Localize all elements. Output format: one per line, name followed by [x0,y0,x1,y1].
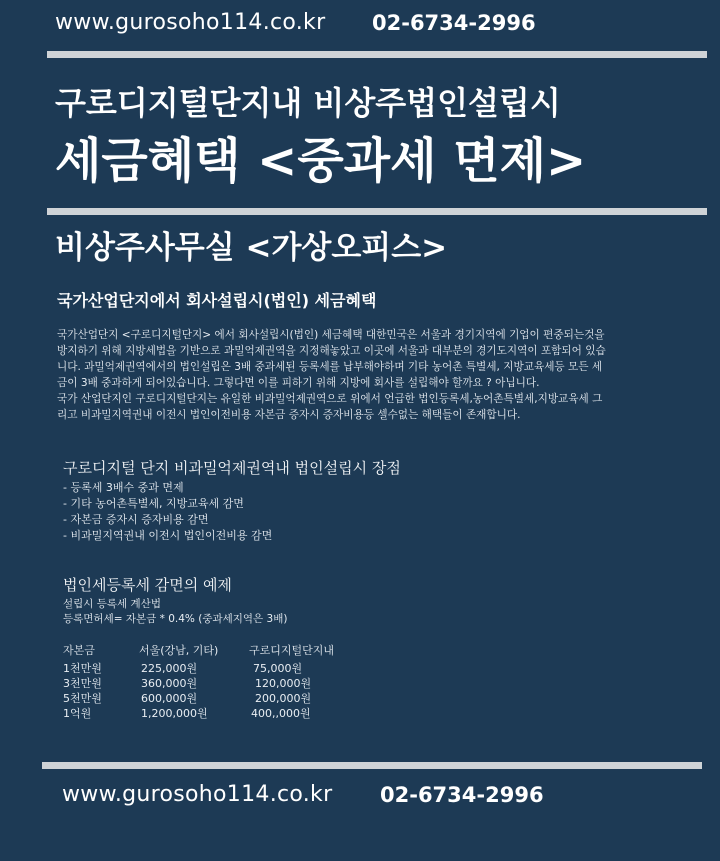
table-header-cell: 자본금 [63,644,95,657]
table-cell: 5천만원 [63,692,102,705]
table-cell: 600,000원 [141,692,198,705]
table-cell: 360,000원 [141,677,198,690]
paragraph-line: 국가산업단지 <구로디지털단지> 에서 회사설립시(법인) 세금혜택 대한민국은 서울과 경기지역에 기업이 편중되는것을 [57,329,605,341]
title-line-1: 구로디지털단지내 비상주법인설립시 [55,84,561,122]
table-row [63,676,383,691]
paragraph-line: 국가 산업단지인 구로디지털단지는 유일한 비과밀억제권역으로 위에서 언급한 법인등록세,농어촌특별세,지방교육세 그 [57,393,603,405]
advantages-title: 구로디지털 단지 비과밀억제권역내 법인설립시 장점 [63,459,401,477]
table-cell: 200,000원 [255,692,312,705]
table-cell: 3천만원 [63,677,102,690]
table-header-cell: 서울(강남, 기타) [139,644,219,657]
table-cell: 75,000원 [253,662,303,675]
advantage-item: - 기타 농어촌특별세, 지방교육세 감면 [63,497,244,510]
table-cell: 1억원 [63,707,92,720]
table-cell: 1,200,000원 [141,707,208,720]
advantage-item: - 비과밀지역권내 이전시 법인이전비용 감면 [63,529,273,542]
title-line-2: 세금혜택 <중과세 면제> [55,133,587,189]
bottom-divider [42,762,702,769]
intro-paragraph [57,327,707,423]
example-line-2: 등록면허세= 자본금 * 0.4% (중과세지역은 3배) [63,613,288,625]
example-line-1: 설립시 등록세 계산법 [63,598,161,610]
header-website: www.gurosoho114.co.kr [55,10,326,35]
table-header-row [63,643,383,658]
table-row [63,661,383,676]
example-title: 법인세등록세 감면의 예제 [63,576,232,594]
subheading: 국가산업단지에서 회사설립시(법인) 세금혜택 [57,291,377,310]
mid-divider [47,208,707,215]
paragraph-line: 방지하기 위해 지방세법을 기반으로 과밀억제권역을 지정해놓았고 이곳에 서울과 대부분의 경기도지역이 포함되어 있습 [57,345,606,357]
paragraph-line: 니다. 과밀억제권역에서의 법인설립은 3배 중과세된 등록세를 납부해야하며 기타 농어촌 특별세, 지방교육세등 모든 세 [57,361,603,373]
table-cell: 120,000원 [255,677,312,690]
table-cell: 400,,000원 [251,707,311,720]
advantage-item: - 등록세 3배수 중과 면제 [63,481,184,494]
top-divider [47,51,707,58]
table-row [63,706,383,721]
footer-phone: 02-6734-2996 [380,783,544,807]
example-table [63,643,383,721]
table-header-cell: 구로디지털단지내 [249,644,335,657]
table-row [63,691,383,706]
title-line-3: 비상주사무실 <가상오피스> [55,230,448,266]
paragraph-line: 리고 비과밀지역권내 이전시 법인이전비용 자본금 증자시 증자비용등 셀수없는 해택들이 존재합니다. [57,409,521,421]
advantage-item: - 자본금 증자시 증자비용 감면 [63,513,209,526]
header-phone: 02-6734-2996 [372,11,536,35]
paragraph-line: 금이 3배 중과하게 되어있습니다. 그렇다면 이를 피하기 위해 지방에 회사를 설립해야 할까요 ? 아닙니다. [57,377,540,389]
table-cell: 1천만원 [63,662,102,675]
footer-website: www.gurosoho114.co.kr [62,782,333,807]
advantages-list [63,480,272,544]
table-cell: 225,000원 [141,662,198,675]
